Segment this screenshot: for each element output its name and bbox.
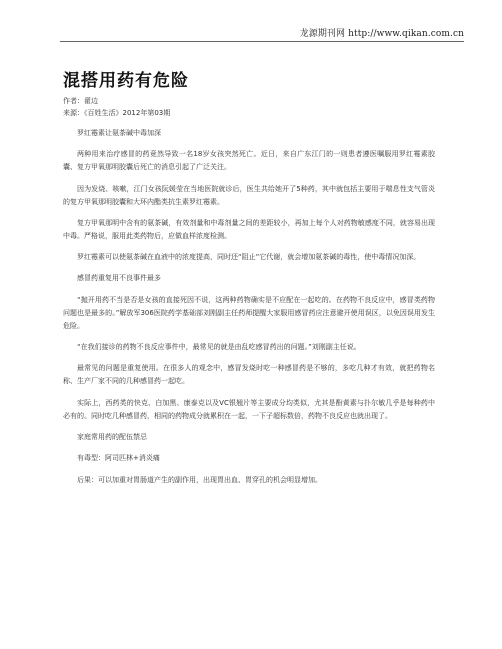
article-title: 混搭用药有危险 (63, 71, 189, 91)
article-body (63, 127, 435, 495)
paragraph: 有毒型：阿司匹林+消炎痛 (77, 454, 160, 463)
section-heading: 感冒药重复用不良事件最多 (77, 274, 161, 283)
article-author: 作者：翟边 (63, 97, 98, 105)
paragraph: 实际上，西药类的快克、白加黑、康泰克以及VC银翘片等主要成分均类似，尤其是酚黄素与扑尔敏几乎是每种药中必有的。同时吃几种感冒药，相同的药物成分就累积在一起，一下子超标数倍，药物不良反应也就出现了。 (63, 398, 435, 420)
section-heading: 罗红霉素让氨茶碱中毒加深 (77, 129, 161, 137)
paragraph: “抛开用药不当是否是女孩的直接死因不说，这两种药物确实是不应配在一起吃的。在药物不良反应中，感冒类药物问题也是最多的。”解放军306医院药学基础部刘刚副主任药师提醒大家服用感冒药应注意避开使用误区，以免因误用发生危险。 (63, 295, 435, 330)
paragraph: 复方甲氧那明中含有的氨茶碱，有效剂量和中毒剂量之间的差距较小，再加上每个人对药物敏感度不同，就容易出现中毒。严格说，服用此类药物后，应做血样浓度检测。 (63, 218, 435, 240)
paragraph: 罗红霉素可以使氨茶碱在血液中的浓度提高，同时还“阻止”它代谢，就会增加氨茶碱的毒性，使中毒情况加深。 (77, 253, 421, 262)
page-header: 龙源期刊网 http://www.qikan.com.cn (299, 29, 464, 39)
paragraph: 最常见的问题是重复使用。在很多人的观念中，感冒发烧时吃一种感冒药是不够的，多吃几种才有效，就把药物名称、生产厂家不同的几种感冒药一起吃。 (63, 364, 435, 386)
paragraph: 因为发烧、咳嗽，江门女孩阮媛莹在当地医院就诊后，医生共给她开了5种药，其中就包括主要用于喘息性支气管炎的复方甲氧那明胶囊和大环内酯类抗生素罗红霉素。 (63, 184, 435, 206)
section-heading: 家庭常用药的配伍禁忌 (77, 432, 147, 441)
article-source: 来源：《百姓生活》2012年第03期 (63, 109, 171, 117)
header-rule (60, 41, 464, 42)
paragraph: 两种用来治疗感冒的药竟然导致一名18岁女孩突然死亡。近日，来自广东江门的一则患者遵医嘱服用罗红霉素胶囊、复方甲氧那明胶囊后死亡的消息引起了广泛关注。 (63, 150, 435, 172)
paragraph: 后果：可以加重对胃肠道产生的副作用，出现胃出血、胃穿孔的机会明显增加。 (77, 475, 322, 484)
paragraph: “在我们接诊的药物不良反应事件中，最常见的就是由乱吃感冒药出的问题。”刘刚副主任说。 (77, 343, 361, 352)
